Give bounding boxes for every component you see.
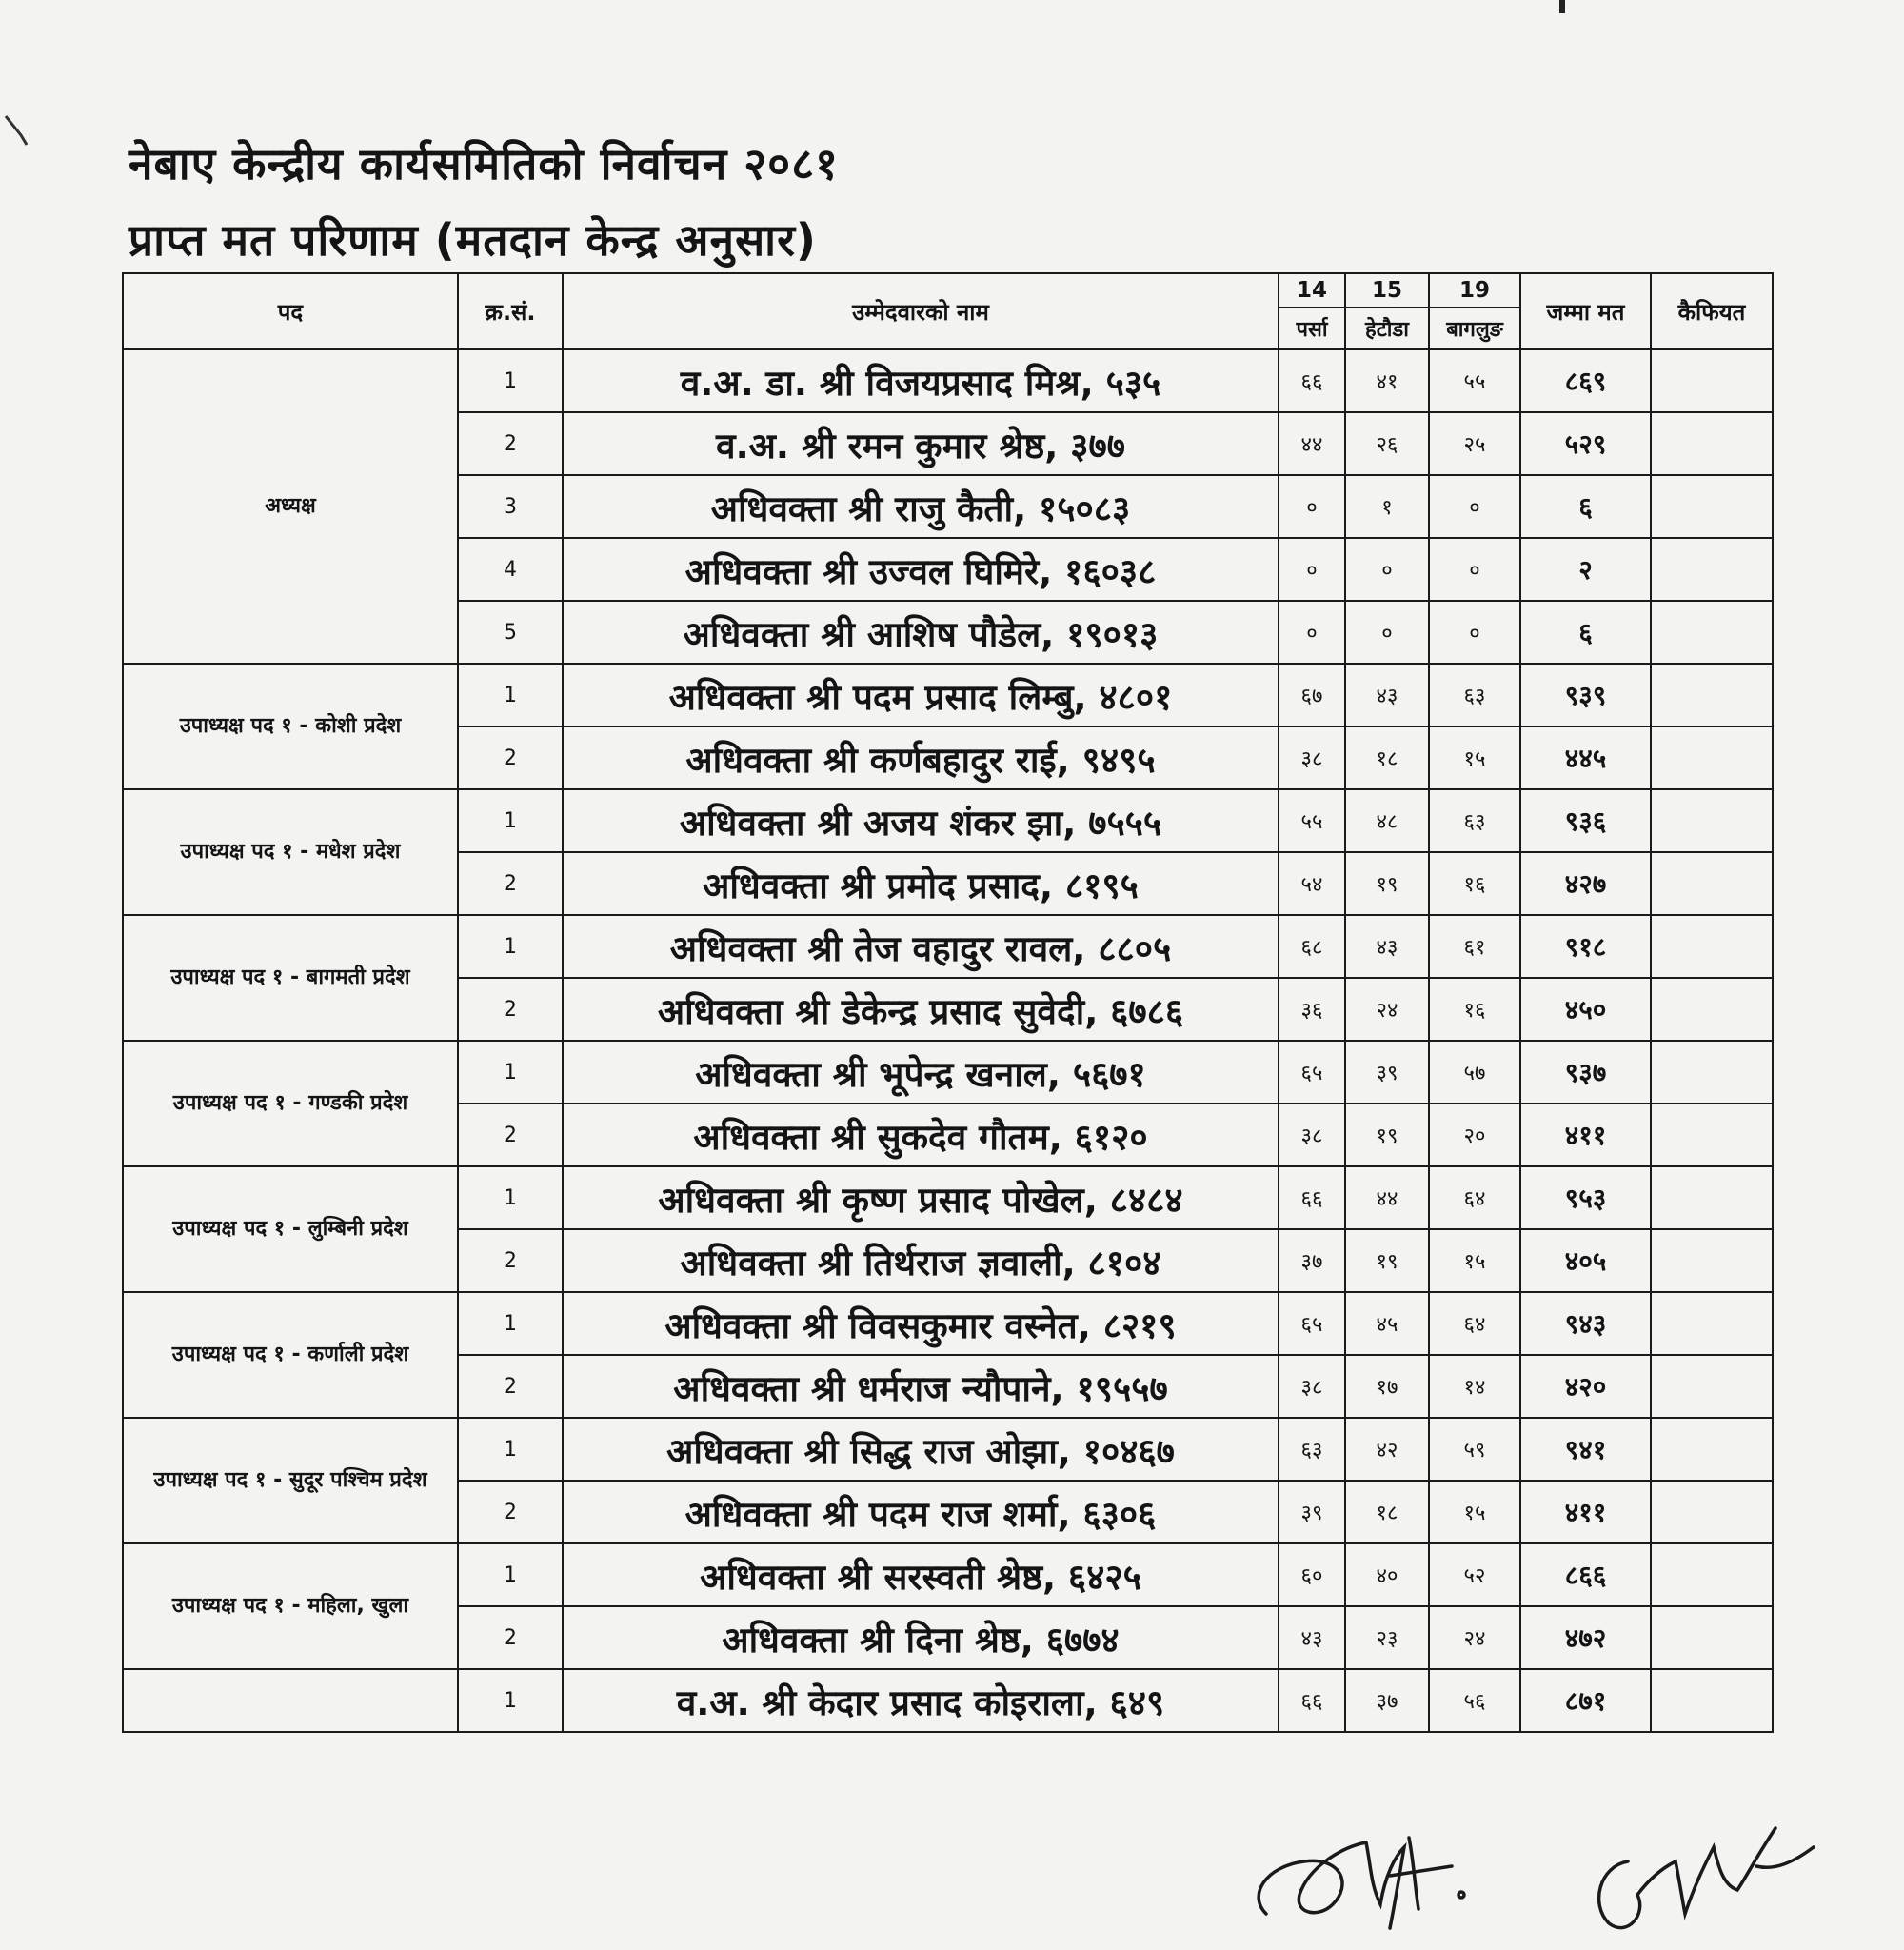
post-cell: उपाध्यक्ष पद १ - कर्णाली प्रदेश: [123, 1292, 458, 1418]
candidate-name: व.अ. श्री रमन कुमार श्रेष्ठ, ३७७: [563, 412, 1279, 475]
serial-number: 1: [458, 1166, 563, 1229]
votes-center-14: ४३: [1279, 1606, 1345, 1669]
total-votes: ९४३: [1520, 1292, 1651, 1355]
post-cell: उपाध्यक्ष पद १ - कोशी प्रदेश: [123, 664, 458, 789]
votes-center-14: ६६: [1279, 349, 1345, 412]
header-center-code: 15: [1345, 273, 1429, 308]
total-votes: ९३६: [1520, 789, 1651, 852]
table-body: [123, 349, 1773, 1732]
signature-right: [1599, 1828, 1814, 1928]
votes-center-19: २०: [1429, 1104, 1520, 1166]
post-cell: उपाध्यक्ष पद १ - लुम्बिनी प्रदेश: [123, 1166, 458, 1292]
candidate-name: अधिवक्ता श्री धर्मराज न्यौपाने, १९५५७: [563, 1355, 1279, 1418]
total-votes: ९५३: [1520, 1166, 1651, 1229]
remarks-cell: [1651, 601, 1773, 664]
remarks-cell: [1651, 1418, 1773, 1481]
votes-center-14: ६८: [1279, 915, 1345, 978]
total-votes: ९४१: [1520, 1418, 1651, 1481]
table-row: [123, 1669, 1773, 1732]
votes-center-14: ६७: [1279, 664, 1345, 726]
header-remarks: कैफियत: [1651, 273, 1773, 349]
table-header: [123, 273, 1773, 349]
votes-center-19: ५५: [1429, 349, 1520, 412]
remarks-cell: [1651, 915, 1773, 978]
votes-center-15: १७: [1345, 1355, 1429, 1418]
votes-center-14: ३६: [1279, 978, 1345, 1041]
votes-center-19: ०: [1429, 538, 1520, 601]
serial-number: 1: [458, 789, 563, 852]
header-center-name: बागलुङ: [1429, 308, 1520, 349]
votes-center-19: १४: [1429, 1355, 1520, 1418]
remarks-cell: [1651, 1543, 1773, 1606]
remarks-cell: [1651, 1606, 1773, 1669]
total-votes: ४११: [1520, 1104, 1651, 1166]
document-subtitle: प्राप्त मत परिणाम (मतदान केन्द्र अनुसार): [129, 214, 817, 266]
candidate-name: अधिवक्ता श्री तेज वहादुर रावल, ८८०५: [563, 915, 1279, 978]
votes-center-15: १९: [1345, 1229, 1429, 1292]
votes-center-19: १६: [1429, 978, 1520, 1041]
candidate-name: व.अ. डा. श्री विजयप्रसाद मिश्र, ५३५: [563, 349, 1279, 412]
candidate-name: अधिवक्ता श्री भूपेन्द्र खनाल, ५६७१: [563, 1041, 1279, 1104]
candidate-name: अधिवक्ता श्री उज्वल घिमिरे, १६०३८: [563, 538, 1279, 601]
post-cell: उपाध्यक्ष पद १ - बागमती प्रदेश: [123, 915, 458, 1041]
table-row: [123, 1166, 1773, 1229]
table-row: [123, 1418, 1773, 1481]
votes-center-15: ३९: [1345, 1041, 1429, 1104]
serial-number: 2: [458, 1104, 563, 1166]
votes-center-19: ५६: [1429, 1669, 1520, 1732]
signature-left: [1259, 1838, 1464, 1928]
votes-center-19: ६३: [1429, 664, 1520, 726]
remarks-cell: [1651, 852, 1773, 915]
remarks-cell: [1651, 664, 1773, 726]
serial-number: 2: [458, 1606, 563, 1669]
votes-center-15: ३७: [1345, 1669, 1429, 1732]
votes-center-14: ६६: [1279, 1669, 1345, 1732]
serial-number: 2: [458, 1355, 563, 1418]
votes-center-14: ०: [1279, 601, 1345, 664]
total-votes: २: [1520, 538, 1651, 601]
total-votes: ६: [1520, 475, 1651, 538]
votes-center-15: १८: [1345, 726, 1429, 789]
votes-center-19: ५९: [1429, 1418, 1520, 1481]
votes-center-15: ४३: [1345, 664, 1429, 726]
remarks-cell: [1651, 1166, 1773, 1229]
votes-center-15: ४८: [1345, 789, 1429, 852]
votes-center-15: ०: [1345, 538, 1429, 601]
candidate-name: अधिवक्ता श्री आशिष पौडेल, १९०१३: [563, 601, 1279, 664]
total-votes: ४७२: [1520, 1606, 1651, 1669]
total-votes: ९३७: [1520, 1041, 1651, 1104]
votes-center-14: ०: [1279, 475, 1345, 538]
votes-center-19: ०: [1429, 601, 1520, 664]
candidate-name: अधिवक्ता श्री अजय शंकर झा, ७५५५: [563, 789, 1279, 852]
table-row: [123, 1543, 1773, 1606]
header-serial: क्र.सं.: [458, 273, 563, 349]
votes-center-14: ५४: [1279, 852, 1345, 915]
votes-center-15: १: [1345, 475, 1429, 538]
votes-center-19: १५: [1429, 1229, 1520, 1292]
votes-center-14: ६५: [1279, 1292, 1345, 1355]
votes-center-19: २५: [1429, 412, 1520, 475]
remarks-cell: [1651, 726, 1773, 789]
candidate-name: अधिवक्ता श्री राजु कैती, १५०८३: [563, 475, 1279, 538]
remarks-cell: [1651, 349, 1773, 412]
serial-number: 2: [458, 1229, 563, 1292]
candidate-name: अधिवक्ता श्री डेकेन्द्र प्रसाद सुवेदी, ६७८६: [563, 978, 1279, 1041]
votes-center-19: ६४: [1429, 1166, 1520, 1229]
total-votes: ८६६: [1520, 1543, 1651, 1606]
table-row: [123, 664, 1773, 726]
votes-center-14: ४४: [1279, 412, 1345, 475]
remarks-cell: [1651, 1355, 1773, 1418]
table-row: [123, 349, 1773, 412]
candidate-name: अधिवक्ता श्री कर्णबहादुर राई, ९४९५: [563, 726, 1279, 789]
serial-number: 5: [458, 601, 563, 664]
header-post: पद: [123, 273, 458, 349]
serial-number: 3: [458, 475, 563, 538]
header-center-name: हेटौडा: [1345, 308, 1429, 349]
remarks-cell: [1651, 1229, 1773, 1292]
candidate-name: अधिवक्ता श्री दिना श्रेष्ठ, ६७७४: [563, 1606, 1279, 1669]
header-center-code: 19: [1429, 273, 1520, 308]
document-title: नेबाए केन्द्रीय कार्यसमितिको निर्वाचन २०८१: [129, 138, 839, 189]
votes-center-15: २६: [1345, 412, 1429, 475]
votes-center-15: २४: [1345, 978, 1429, 1041]
total-votes: ८६९: [1520, 349, 1651, 412]
votes-center-14: ३८: [1279, 1355, 1345, 1418]
votes-center-19: १५: [1429, 1481, 1520, 1543]
total-votes: ४४५: [1520, 726, 1651, 789]
votes-center-19: ०: [1429, 475, 1520, 538]
candidate-name: अधिवक्ता श्री सरस्वती श्रेष्ठ, ६४२५: [563, 1543, 1279, 1606]
total-votes: ४५०: [1520, 978, 1651, 1041]
post-cell: उपाध्यक्ष पद १ - सुदूर पश्चिम प्रदेश: [123, 1418, 458, 1543]
serial-number: 1: [458, 915, 563, 978]
serial-number: 2: [458, 852, 563, 915]
signatures: [1228, 1771, 1818, 1942]
candidate-name: अधिवक्ता श्री कृष्ण प्रसाद पोखेल, ८४८४: [563, 1166, 1279, 1229]
post-cell: उपाध्यक्ष पद १ - गण्डकी प्रदेश: [123, 1041, 458, 1166]
results-table: [122, 272, 1774, 1733]
post-cell: [123, 1669, 458, 1732]
total-votes: ९१८: [1520, 915, 1651, 978]
remarks-cell: [1651, 1292, 1773, 1355]
votes-center-15: ४२: [1345, 1418, 1429, 1481]
total-votes: ४२७: [1520, 852, 1651, 915]
remarks-cell: [1651, 1041, 1773, 1104]
remarks-cell: [1651, 789, 1773, 852]
header-center-name: पर्सा: [1279, 308, 1345, 349]
votes-center-15: ४०: [1345, 1543, 1429, 1606]
candidate-name: अधिवक्ता श्री तिर्थराज ज्ञवाली, ८१०४: [563, 1229, 1279, 1292]
votes-center-15: ४५: [1345, 1292, 1429, 1355]
serial-number: 1: [458, 1418, 563, 1481]
total-votes: ५२९: [1520, 412, 1651, 475]
votes-center-14: ३७: [1279, 1229, 1345, 1292]
votes-center-14: ३८: [1279, 726, 1345, 789]
total-votes: ९३९: [1520, 664, 1651, 726]
votes-center-19: २४: [1429, 1606, 1520, 1669]
remarks-cell: [1651, 412, 1773, 475]
candidate-name: व.अ. श्री केदार प्रसाद कोइराला, ६४९: [563, 1669, 1279, 1732]
votes-center-15: ४१: [1345, 349, 1429, 412]
votes-center-15: २३: [1345, 1606, 1429, 1669]
votes-center-19: ५७: [1429, 1041, 1520, 1104]
remarks-cell: [1651, 1104, 1773, 1166]
header-total-votes: जम्मा मत: [1520, 273, 1651, 349]
serial-number: 1: [458, 664, 563, 726]
votes-center-15: ४४: [1345, 1166, 1429, 1229]
post-cell: उपाध्यक्ष पद १ - मधेश प्रदेश: [123, 789, 458, 915]
total-votes: ४२०: [1520, 1355, 1651, 1418]
candidate-name: अधिवक्ता श्री पदम प्रसाद लिम्बु, ४८०१: [563, 664, 1279, 726]
remarks-cell: [1651, 1481, 1773, 1543]
total-votes: ४०५: [1520, 1229, 1651, 1292]
votes-center-19: ५२: [1429, 1543, 1520, 1606]
votes-center-14: ०: [1279, 538, 1345, 601]
header-candidate-name: उम्मेदवारको नाम: [563, 273, 1279, 349]
total-votes: ६: [1520, 601, 1651, 664]
serial-number: 1: [458, 1041, 563, 1104]
serial-number: 1: [458, 349, 563, 412]
post-cell: उपाध्यक्ष पद १ - महिला, खुला: [123, 1543, 458, 1669]
serial-number: 2: [458, 1481, 563, 1543]
votes-center-19: १६: [1429, 852, 1520, 915]
candidate-name: अधिवक्ता श्री विवसकुमार वस्नेत, ८२१९: [563, 1292, 1279, 1355]
candidate-name: अधिवक्ता श्री सिद्ध राज ओझा, १०४६७: [563, 1418, 1279, 1481]
votes-center-19: ६४: [1429, 1292, 1520, 1355]
serial-number: 2: [458, 726, 563, 789]
votes-center-15: ४३: [1345, 915, 1429, 978]
table-row: [123, 1041, 1773, 1104]
remarks-cell: [1651, 1669, 1773, 1732]
votes-center-19: ६३: [1429, 789, 1520, 852]
votes-center-15: १८: [1345, 1481, 1429, 1543]
candidate-name: अधिवक्ता श्री सुकदेव गौतम, ६१२०: [563, 1104, 1279, 1166]
serial-number: 1: [458, 1292, 563, 1355]
total-votes: ४११: [1520, 1481, 1651, 1543]
votes-center-14: ५५: [1279, 789, 1345, 852]
candidate-name: अधिवक्ता श्री प्रमोद प्रसाद, ८१९५: [563, 852, 1279, 915]
corner-mark: [1559, 0, 1565, 13]
serial-number: 4: [458, 538, 563, 601]
votes-center-15: ०: [1345, 601, 1429, 664]
votes-center-14: ६३: [1279, 1418, 1345, 1481]
serial-number: 1: [458, 1543, 563, 1606]
table-row: [123, 789, 1773, 852]
post-cell: अध्यक्ष: [123, 349, 458, 664]
table-row: [123, 1292, 1773, 1355]
table-row: [123, 915, 1773, 978]
votes-center-14: ६६: [1279, 1166, 1345, 1229]
votes-center-14: ३९: [1279, 1481, 1345, 1543]
header-center-code: 14: [1279, 273, 1345, 308]
votes-center-19: ६१: [1429, 915, 1520, 978]
stray-pen-mark: [4, 114, 32, 152]
votes-center-14: ६५: [1279, 1041, 1345, 1104]
votes-center-19: १५: [1429, 726, 1520, 789]
votes-center-15: १९: [1345, 852, 1429, 915]
serial-number: 1: [458, 1669, 563, 1732]
remarks-cell: [1651, 475, 1773, 538]
votes-center-15: १९: [1345, 1104, 1429, 1166]
serial-number: 2: [458, 978, 563, 1041]
remarks-cell: [1651, 978, 1773, 1041]
candidate-name: अधिवक्ता श्री पदम राज शर्मा, ६३०६: [563, 1481, 1279, 1543]
remarks-cell: [1651, 538, 1773, 601]
votes-center-14: ३८: [1279, 1104, 1345, 1166]
votes-center-14: ६०: [1279, 1543, 1345, 1606]
total-votes: ८७१: [1520, 1669, 1651, 1732]
serial-number: 2: [458, 412, 563, 475]
